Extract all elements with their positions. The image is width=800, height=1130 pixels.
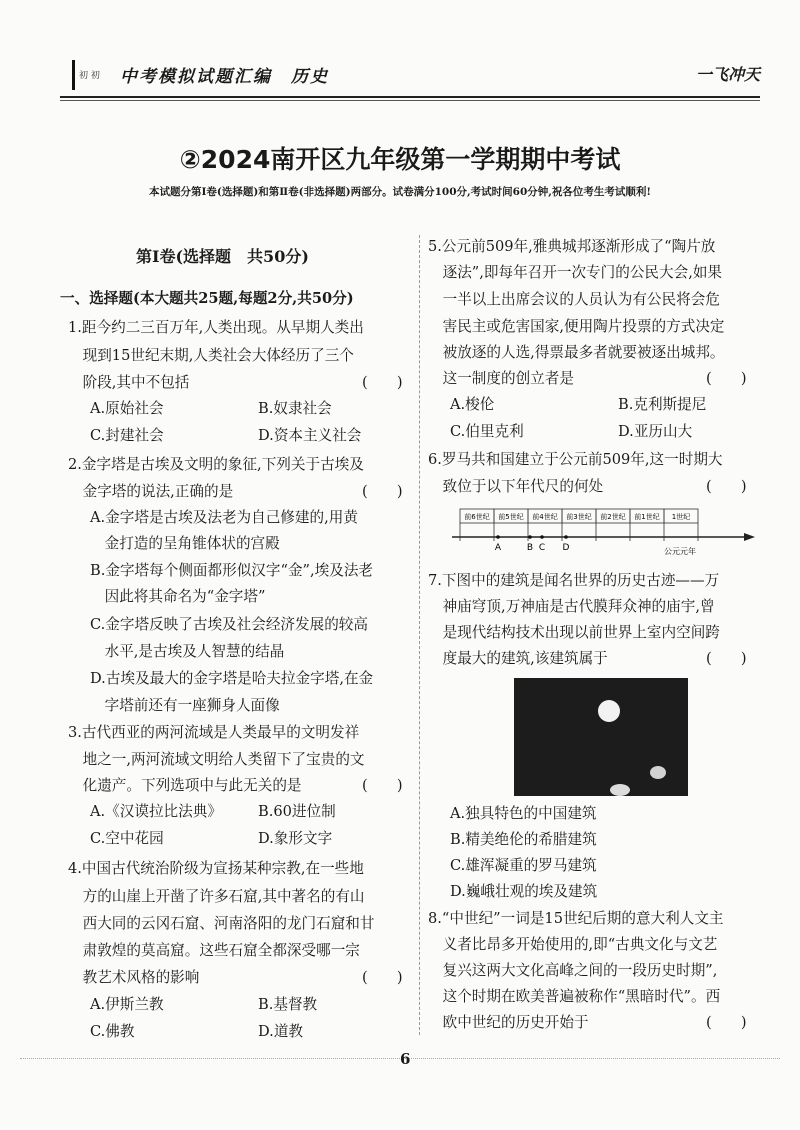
q5-line: 5.公元前509年,雅典城邦逐渐形成了“陶片放 (428, 238, 716, 255)
q3-option-d[interactable]: D.象形文字 (258, 830, 333, 847)
q3-line: 3.古代西亚的两河流域是人类最早的文明发祥 (68, 724, 360, 741)
q2-option-a-cont: 金打造的呈角锥体状的宫殿 (90, 535, 280, 552)
q1-option-d[interactable]: D.资本主义社会 (258, 427, 362, 444)
q4-line: 肃敦煌的莫高窟。这些石窟全都深受哪一宗 (68, 942, 360, 959)
q4-answer-paren[interactable]: ( ) (362, 969, 403, 986)
q4-option-a[interactable]: A.伊斯兰教 (90, 996, 164, 1013)
q7-option-d[interactable]: D.巍峨壮观的埃及建筑 (450, 883, 598, 900)
header-rule (60, 96, 760, 98)
timeline-segment-label: 前2世纪 (600, 513, 626, 521)
q3-line: 化遗产。下列选项中与此无关的是 (68, 777, 302, 794)
q6-answer-paren[interactable]: ( ) (706, 478, 747, 495)
oculus-light (598, 700, 620, 722)
q8-line: 8.“中世纪”一词是15世纪后期的意大利人文主 (428, 910, 724, 927)
q1-line: 阶段,其中不包括 (68, 374, 190, 391)
q4-option-b[interactable]: B.基督教 (258, 996, 318, 1013)
q1-line: 现到15世纪末期,人类社会大体经历了三个 (68, 347, 354, 364)
q5-line: 一半以上出席会议的人员认为有公民将会危 (428, 291, 720, 308)
q4-option-d[interactable]: D.道教 (258, 1023, 304, 1040)
exam-subtitle: 本试题分第Ⅰ卷(选择题)和第Ⅱ卷(非选择题)两部分。试卷满分100分,考试时间60分钟,祝各位考生考试顺利! (148, 186, 652, 198)
timeline-segment-label: 前1世纪 (634, 513, 660, 521)
q8-line: 这个时期在欧美普遍被称作“黑暗时代”。西 (428, 988, 721, 1005)
q2-line: 2.金字塔是古埃及文明的象征,下列关于古埃及 (68, 456, 364, 473)
q4-line: 方的山崖上开凿了许多石窟,其中著名的有山 (68, 888, 365, 905)
q7-line: 神庙穹顶,万神庙是古代膜拜众神的庙宇,曾 (428, 598, 715, 615)
timeline-marker-dot (564, 535, 568, 539)
q2-answer-paren[interactable]: ( ) (362, 483, 403, 500)
q4-line: 西大同的云冈石窟、河南洛阳的龙门石窟和甘 (68, 915, 375, 932)
q7-option-a[interactable]: A.独具特色的中国建筑 (450, 805, 597, 822)
q5-option-b[interactable]: B.克利斯提尼 (618, 396, 707, 413)
q4-option-c[interactable]: C.佛教 (90, 1023, 135, 1040)
q6-line: 6.罗马共和国建立于公元前509年,这一时期大 (428, 451, 723, 468)
q1-option-b[interactable]: B.奴隶社会 (258, 400, 332, 417)
brand-name: 一飞冲天 (695, 65, 760, 84)
header-rule-thin (60, 100, 760, 101)
q2-option-b-cont: 因此将其命名为“金字塔” (90, 588, 266, 605)
q8-line: 复兴这两大文化高峰之间的一段历史时期”, (428, 962, 718, 979)
q2-option-b[interactable]: B.金字塔每个侧面都形似汉字“金”,埃及法老 (90, 562, 374, 579)
header-logo (72, 60, 115, 90)
q5-option-d[interactable]: D.亚历山大 (618, 423, 693, 440)
timeline-segment-label: 前6世纪 (464, 513, 490, 521)
q4-line: 教艺术风格的影响 (68, 969, 200, 986)
q7-option-c[interactable]: C.雄浑凝重的罗马建筑 (450, 857, 597, 874)
q3-line: 地之一,两河流域文明给人类留下了宝贵的文 (68, 751, 365, 768)
q5-line: 害民主或危害国家,便用陶片投票的方式决定 (428, 318, 725, 335)
q5-line: 逐法”,即每年召开一次专门的公民大会,如果 (428, 264, 723, 281)
timeline-segment-label: 前5世纪 (498, 513, 524, 521)
q4-line: 4.中国古代统治阶级为宣扬某种宗教,在一些地 (68, 860, 364, 877)
q2-option-d[interactable]: D.古埃及最大的金字塔是哈夫拉金字塔,在金 (90, 670, 374, 687)
q3-option-a[interactable]: A.《汉谟拉比法典》 (90, 803, 222, 820)
timeline-chart (452, 505, 757, 565)
timeline-marker-label: A (494, 543, 502, 553)
q1-answer-paren[interactable]: ( ) (362, 374, 403, 391)
q2-option-a[interactable]: A.金字塔是古埃及法老为自己修建的,用黄 (90, 509, 358, 526)
timeline-marker-label: B (526, 543, 534, 553)
timeline-marker-dot (540, 535, 544, 539)
q8-answer-paren[interactable]: ( ) (706, 1014, 747, 1031)
timeline-marker-label: C (538, 543, 546, 553)
q7-line: 是现代结构技术出现以前世界上室内空间跨 (428, 624, 720, 641)
section-heading: 一、选择题(本大题共25题,每题2分,共50分) (60, 290, 354, 307)
volume-heading: 第Ⅰ卷(选择题 共50分) (136, 247, 309, 266)
timeline-marker-dot (528, 535, 532, 539)
pantheon-dome-photo (514, 678, 688, 796)
timeline-segment-label: 前4世纪 (532, 513, 558, 521)
exam-title: ②2024南开区九年级第一学期期中考试 (179, 145, 621, 174)
timeline-arrow (744, 533, 755, 541)
q1-line: 1.距今约二三百万年,人类出现。从早期人类出 (68, 319, 364, 336)
q3-option-b[interactable]: B.60进位制 (258, 803, 336, 820)
q5-line: 这一制度的创立者是 (428, 370, 574, 387)
timeline-segment-label: 1世纪 (671, 513, 691, 521)
q5-option-a[interactable]: A.梭伦 (450, 396, 495, 413)
light-spot (610, 784, 630, 796)
q5-option-c[interactable]: C.伯里克利 (450, 423, 524, 440)
q1-option-c[interactable]: C.封建社会 (90, 427, 164, 444)
q5-line: 被放逐的人选,得票最多者就要被逐出城邦。 (428, 344, 725, 361)
q7-line: 度最大的建筑,该建筑属于 (428, 650, 608, 667)
q2-option-c[interactable]: C.金字塔反映了古埃及社会经济发展的较高 (90, 616, 368, 633)
q3-option-c[interactable]: C.空中花园 (90, 830, 164, 847)
q2-line: 金字塔的说法,正确的是 (68, 483, 234, 500)
book-title: 中考模拟试题汇编 历史 (120, 67, 329, 87)
q7-option-b[interactable]: B.精美绝伦的希腊建筑 (450, 831, 597, 848)
timeline-marker-dot (496, 535, 500, 539)
q7-line: 7.下图中的建筑是闻名世界的历史古迹——万 (428, 572, 720, 589)
q7-answer-paren[interactable]: ( ) (706, 650, 747, 667)
page-number: 6 (400, 1050, 411, 1068)
q2-option-d-cont: 字塔前还有一座狮身人面像 (90, 697, 280, 714)
q6-line: 致位于以下年代尺的何处 (428, 478, 604, 495)
timeline-segment-label: 前3世纪 (566, 513, 592, 521)
column-divider (419, 235, 420, 1035)
q2-option-c-cont: 水平,是古埃及人智慧的结晶 (90, 643, 285, 660)
q5-answer-paren[interactable]: ( ) (706, 370, 747, 387)
era-label: 公元元年 (664, 547, 696, 556)
timeline-marker-label: D (562, 543, 570, 553)
logo-text: 初 初 (79, 71, 100, 81)
q3-answer-paren[interactable]: ( ) (362, 777, 403, 794)
q8-line: 义者比昂多开始使用的,即“古典文化与文艺 (428, 936, 718, 953)
q1-option-a[interactable]: A.原始社会 (90, 400, 164, 417)
q8-line: 欧中世纪的历史开始于 (428, 1014, 589, 1031)
light-spot (650, 766, 666, 779)
header-bar (60, 58, 760, 92)
